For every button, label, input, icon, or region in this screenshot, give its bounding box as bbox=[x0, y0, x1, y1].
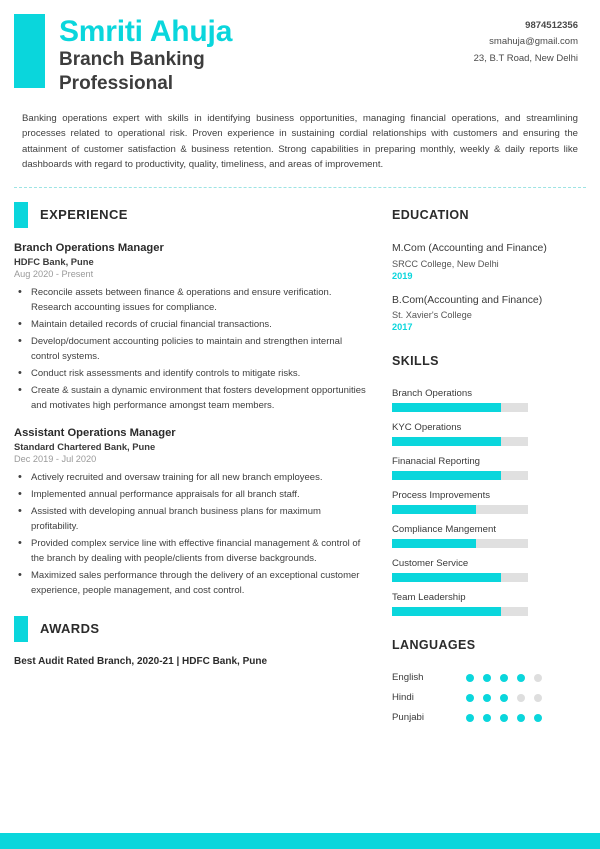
language-name: Punjabi bbox=[392, 712, 425, 724]
job-bullet: • Maintain detailed records of crucial financial transactions. bbox=[14, 317, 366, 332]
rating-dot-filled bbox=[466, 674, 474, 682]
contact-info bbox=[474, 14, 578, 95]
education-entry bbox=[392, 242, 578, 281]
languages-list bbox=[392, 672, 578, 723]
right-column bbox=[380, 202, 600, 733]
job-bullet: • Provided complex service line with effective financial management & control of the branch by dealing with people/clients from diverse backgrounds. bbox=[14, 536, 366, 566]
section-header-awards bbox=[14, 616, 366, 642]
education-year: 2019 bbox=[392, 270, 413, 281]
language-rating-dots bbox=[466, 714, 542, 722]
rating-dot-filled bbox=[500, 674, 508, 682]
content-columns bbox=[0, 188, 600, 733]
job-company: Standard Chartered Bank, Pune bbox=[14, 440, 156, 452]
education-year: 2017 bbox=[392, 322, 413, 333]
section-header-skills bbox=[392, 348, 578, 374]
section-accent-square bbox=[14, 202, 28, 228]
skill-item bbox=[392, 388, 578, 412]
skill-item bbox=[392, 592, 578, 616]
section-title-experience: EXPERIENCE bbox=[40, 207, 128, 223]
rating-dot-filled bbox=[517, 714, 525, 722]
rating-dot-empty bbox=[517, 694, 525, 702]
education-degree: M.Com (Accounting and Finance) bbox=[392, 242, 547, 254]
contact-address: 23, B.T Road, New Delhi bbox=[473, 52, 578, 64]
skill-name: Team Leadership bbox=[392, 592, 466, 604]
skill-progress-fill bbox=[392, 471, 501, 480]
skill-progress-track bbox=[392, 403, 528, 412]
job-bullet: • Assisted with developing annual branch business plans for maximum profitability. bbox=[14, 504, 366, 534]
language-row bbox=[392, 672, 578, 683]
skill-progress-track bbox=[392, 471, 528, 480]
section-title-education: EDUCATION bbox=[392, 207, 469, 222]
education-degree: B.Com(Accounting and Finance) bbox=[392, 294, 543, 306]
contact-email[interactable]: smahuja@gmail.com bbox=[489, 36, 578, 48]
education-school: SRCC College, New Delhi bbox=[392, 258, 499, 269]
job-bullet-list bbox=[14, 470, 366, 598]
accent-bar-decoration bbox=[14, 14, 45, 88]
job-dates: Aug 2020 - Present bbox=[14, 268, 94, 279]
awards-list bbox=[14, 656, 366, 667]
name-text-group bbox=[59, 14, 232, 95]
section-title-skills: SKILLS bbox=[392, 354, 439, 369]
awards-section bbox=[14, 616, 366, 667]
rating-dot-filled bbox=[500, 714, 508, 722]
job-bullet: • Develop/document accounting policies to maintain and strengthen internal control systems. bbox=[14, 334, 366, 364]
rating-dot-empty bbox=[534, 694, 542, 702]
rating-dot-filled bbox=[483, 674, 491, 682]
section-accent-square bbox=[14, 616, 28, 642]
job-bullet: • Maximized sales performance through the delivery of an exceptional customer experience, people management, and cost control. bbox=[14, 568, 366, 598]
languages-section bbox=[392, 632, 578, 723]
job-bullet: • Create & sustain a dynamic environment that fosters development opportunities and motivates high performance amongst team members. bbox=[14, 383, 366, 413]
skills-section bbox=[392, 348, 578, 616]
name-block bbox=[14, 14, 474, 95]
professional-summary: Banking operations expert with skills in identifying business opportunities, managing financial operations, and streamlining processes related to operational risk. Proven experience in sustaining cordial relationships with customers and ensuring the attainment of customer satisfaction & business retention. Strong capabilities in preparing monthly, weekly & daily reports like dashboards with regard to productivity, quality, timeliness, and areas of improvement. bbox=[22, 112, 578, 171]
job-bullet: • Actively recruited and oversaw training for all new branch employees. bbox=[14, 470, 366, 485]
skill-progress-track bbox=[392, 505, 528, 514]
skill-progress-fill bbox=[392, 573, 501, 582]
job-bullet: • Conduct risk assessments and identify controls to mitigate risks. bbox=[14, 366, 366, 381]
education-list bbox=[392, 242, 578, 333]
resume-header bbox=[0, 0, 600, 95]
language-name: Hindi bbox=[392, 692, 414, 704]
language-rating-dots bbox=[466, 694, 542, 702]
section-header-experience bbox=[14, 202, 366, 228]
rating-dot-filled bbox=[466, 714, 474, 722]
skill-progress-track bbox=[392, 437, 528, 446]
skill-progress-track bbox=[392, 573, 528, 582]
language-row bbox=[392, 712, 578, 723]
skill-name: Branch Operations bbox=[392, 388, 472, 400]
skill-progress-fill bbox=[392, 539, 476, 548]
skill-progress-fill bbox=[392, 403, 501, 412]
language-rating-dots bbox=[466, 674, 542, 682]
skill-progress-track bbox=[392, 607, 528, 616]
experience-list bbox=[14, 242, 366, 598]
skill-item bbox=[392, 456, 578, 480]
rating-dot-filled bbox=[534, 714, 542, 722]
skill-progress-fill bbox=[392, 437, 501, 446]
skill-progress-fill bbox=[392, 607, 501, 616]
skill-item bbox=[392, 490, 578, 514]
job-role: Assistant Operations Manager bbox=[14, 426, 176, 439]
skills-list bbox=[392, 388, 578, 616]
skill-name: Customer Service bbox=[392, 558, 469, 570]
job-bullet-list bbox=[14, 285, 366, 413]
skill-item bbox=[392, 524, 578, 548]
contact-phone[interactable]: 9874512356 bbox=[525, 20, 578, 31]
award-item: Best Audit Rated Branch, 2020-21 | HDFC Bank, Pune bbox=[14, 655, 268, 667]
rating-dot-empty bbox=[534, 674, 542, 682]
section-title-awards: AWARDS bbox=[40, 621, 100, 637]
section-header-education bbox=[392, 202, 578, 228]
rating-dot-filled bbox=[483, 694, 491, 702]
skill-progress-track bbox=[392, 539, 528, 548]
section-title-languages: LANGUAGES bbox=[392, 638, 476, 653]
job-company: HDFC Bank, Pune bbox=[14, 255, 94, 267]
job-role: Branch Operations Manager bbox=[14, 241, 164, 254]
job-bullet: • Implemented annual performance appraisals for all branch staff. bbox=[14, 487, 366, 502]
language-row bbox=[392, 692, 578, 703]
education-school: St. Xavier's College bbox=[392, 310, 472, 321]
page-title: Smriti Ahuja bbox=[59, 15, 233, 48]
skill-item bbox=[392, 422, 578, 446]
job-dates: Dec 2019 - Jul 2020 bbox=[14, 453, 97, 464]
footer-accent-bar bbox=[0, 833, 600, 849]
rating-dot-filled bbox=[466, 694, 474, 702]
left-column bbox=[0, 202, 380, 733]
education-entry bbox=[392, 294, 578, 333]
rating-dot-filled bbox=[517, 674, 525, 682]
job-bullet: • Reconcile assets between finance & operations and ensure verification. Research accounting issues for compliance. bbox=[14, 285, 366, 315]
language-name: English bbox=[392, 672, 424, 684]
job-title-line-1: Branch Banking bbox=[59, 49, 205, 71]
skill-name: Compliance Mangement bbox=[392, 524, 496, 536]
section-header-languages bbox=[392, 632, 578, 658]
rating-dot-filled bbox=[500, 694, 508, 702]
skill-name: KYC Operations bbox=[392, 422, 462, 434]
skill-name: Finanacial Reporting bbox=[392, 456, 480, 468]
rating-dot-filled bbox=[483, 714, 491, 722]
skill-item bbox=[392, 558, 578, 582]
skill-progress-fill bbox=[392, 505, 476, 514]
job-title-line-2: Professional bbox=[59, 72, 174, 94]
skill-name: Process Improvements bbox=[392, 490, 491, 502]
experience-entry bbox=[14, 427, 366, 598]
experience-entry bbox=[14, 242, 366, 413]
